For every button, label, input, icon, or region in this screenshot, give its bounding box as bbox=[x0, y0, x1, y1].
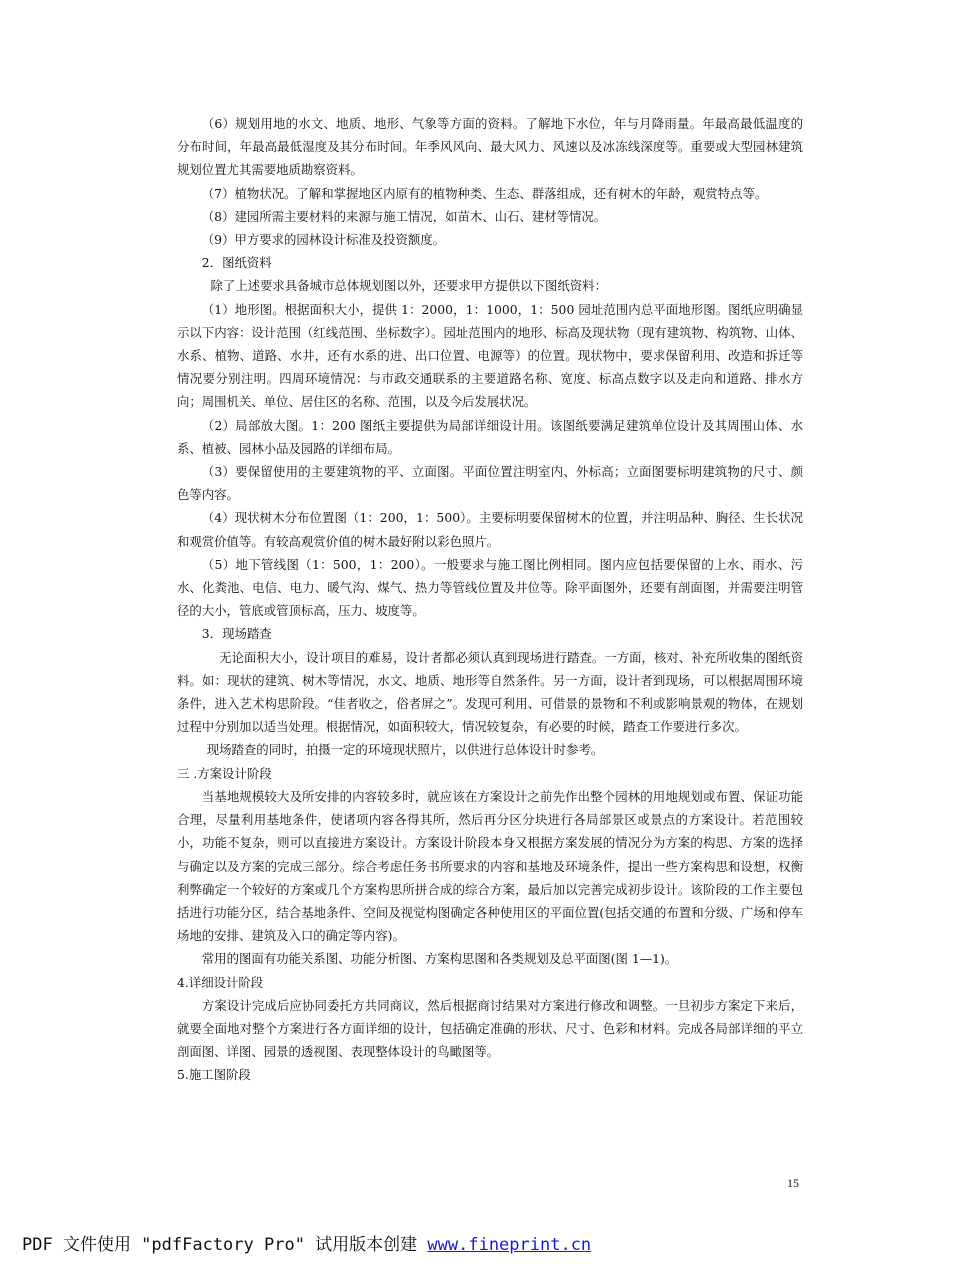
paragraph-site-photos: 现场踏查的同时，拍摄一定的环境现状照片，以供进行总体设计时参考。 bbox=[206, 742, 604, 758]
paragraph-tree-distribution: （4）现状树木分布位置图（1：200，1：500）。主要标明要保留树木的位置，并注明品种、胸径、生长状况和观赏价值等。有较高观赏价值的树木最好附以彩色照片。 bbox=[177, 510, 803, 549]
paragraph-plants: （7）植物状况。了解和掌握地区内原有的植物种类、生态、群落组成，还有树木的年龄，观赏特点等。 bbox=[201, 185, 768, 201]
paragraph-detailed-design: 方案设计完成后应协同委托方共同商议，然后根据商讨结果对方案进行修改和调整。一旦初步方案定下来后，就要全面地对整个方案进行各方面详细的设计，包括确定准确的形状、尺寸、色彩和材料。完成各局部详细的平立剖面图、详图、园景的透视图、表现整体设计的鸟瞰图等。 bbox=[177, 997, 803, 1060]
pdf-footer bbox=[22, 1230, 591, 1255]
paragraph-building-plans: （3）要保留使用的主要建筑物的平、立面图。平面位置注明室内、外标高；立面图要标明建筑物的尺寸、颜色等内容。 bbox=[177, 464, 803, 503]
paragraph-common-drawings: 常用的图面有功能关系图、功能分析图、方案构思图和各类规划及总平面图(图 1—1)。 bbox=[201, 951, 678, 967]
heading-detailed-design: 4.详细设计阶段 bbox=[177, 974, 264, 990]
paragraph-drawings-intro: 除了上述要求具备城市总体规划图以外，还要求甲方提供以下图纸资料： bbox=[210, 278, 607, 294]
paragraph-hydrology: （6）规划用地的水文、地质、地形、气象等方面的资料。了解地下水位，年与月降雨量。年最高最低温度的分布时间，年最高最低湿度及其分布时间。年季风风向、最大风力、风速以及冰冻线深度等。重要或大型园林建筑规划位置尤其需要地质勘察资料。 bbox=[177, 116, 803, 178]
heading-construction-drawings: 5.施工图阶段 bbox=[177, 1067, 251, 1083]
paragraph-site-survey: 无论面积大小，设计项目的难易，设计者都必须认真到现场进行踏查。一方面，核对、补充所收集的图纸资料。如：现状的建筑、树木等情况，水文、地质、地形等自然条件。另一方面，设计者到现场，可以根据周围环境条件，进入艺术构思阶段。“佳者收之，俗者屏之”。发现可利用、可借景的景物和不利或影响景观的物体，在规划过程中分别加以适当处理。根据情况，如面积较大，情况较复杂，有必要的时候，踏查工作要进行多次。 bbox=[177, 649, 803, 735]
paragraph-scheme-design: 当基地规模较大及所安排的内容较多时，就应该在方案设计之前先作出整个园林的用地规划或布置、保证功能合理，尽量利用基地条件，使诸项内容各得其所，然后再分区分块进行各局部景区或景点的方案设计。若范围较小，功能不复杂，则可以直接进方案设计。方案设计阶段本身又根据方案发展的情况分为方案的构思、方案的选择与确定以及方案的完成三部分。综合考虑任务书所要求的内容和基地及环境条件，提出一些方案构思和设想，权衡利弊确定一个较好的方案或几个方案构思所拼合成的综合方案，最后加以完善完成初步设计。该阶段的工作主要包括进行功能分区，结合基地条件、空间及视觉构图确定各种使用区的平面位置(包括交通的布置和分级、广场和停车场地的安排、建筑及入口的确定等内容)。 bbox=[177, 788, 803, 944]
paragraph-topographic-map: （1）地形图。根据面积大小，提供 1：2000，1：1000，1：500 园址范围内总平面地形图。图纸应明确显示以下内容：设计范围（红线范围、坐标数字）。园址范围内的地形、标高及现状物（现有建筑物、构筑物、山体、水系、植物、道路、水井，还有水系的进、出口位置、电源等）的位置。现状物中，要求保留利用、改造和拆迁等情况要分别注明。四周环境情况：与市政交通联系的主要道路名称、宽度、标高点数字以及走向和道路、排水方向；周围机关、单位、居住区的名称、范围，以及今后发展状况。 bbox=[177, 301, 803, 410]
heading-drawings: 2．图纸资料 bbox=[201, 255, 272, 271]
page-number: 15 bbox=[787, 1176, 799, 1190]
paragraph-partial-enlargement: （2）局部放大图。1：200 图纸主要提供为局部详细设计用。该图纸要满足建筑单位设计及其周围山体、水系、植被、园林小品及园路的详细布局。 bbox=[177, 417, 803, 456]
footer-text: PDF 文件使用 "pdfFactory Pro" 试用版本创建 bbox=[22, 1235, 428, 1255]
paragraph-standards: （9）甲方要求的园林设计标准及投资额度。 bbox=[201, 232, 446, 248]
paragraph-materials: （8）建园所需主要材料的来源与施工情况，如苗木、山石、建材等情况。 bbox=[201, 208, 607, 224]
fineprint-link[interactable]: www.fineprint.cn bbox=[427, 1235, 592, 1255]
document-body bbox=[177, 112, 803, 1087]
paragraph-pipeline-map: （5）地下管线图（1：500，1：200）。一般要求与施工图比例相同。图内应包括要保留的上水、雨水、污水、化粪池、电信、电力、暖气沟、煤气、热力等管线位置及井位等。除平面图外，还要有剖面图，并需要注明管径的大小，管底或管顶标高，压力、坡度等。 bbox=[177, 556, 803, 619]
heading-site-survey: 3．现场踏查 bbox=[201, 626, 272, 642]
heading-scheme-design: 三 .方案设计阶段 bbox=[177, 765, 272, 781]
